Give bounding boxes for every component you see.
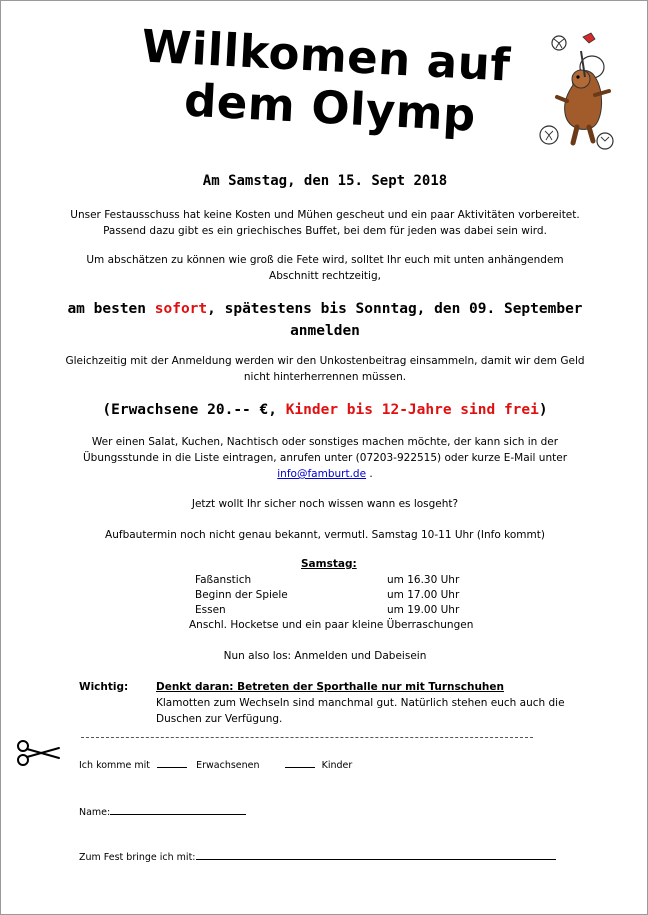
- bring-field[interactable]: [196, 859, 556, 860]
- adults-count-field[interactable]: [157, 767, 187, 768]
- intro-paragraph: Unser Festausschuss hat keine Kosten und Mühen gescheut und ein paar Aktivitäten vorbereitet. Passend dazu gibt es ein griechisches Buffet, bei dem für jeden was dabei sein wird.: [70, 209, 580, 237]
- title-line-1: Willkomen auf: [140, 19, 512, 92]
- email-link[interactable]: info@famburt.de: [277, 468, 367, 480]
- schedule-item: Essen: [195, 604, 226, 616]
- setup-info: Aufbautermin noch nicht genau bekannt, vermutl. Samstag 10-11 Uhr (Info kommt): [105, 529, 545, 541]
- event-date: Am Samstag, den 15. Sept 2018: [202, 173, 448, 189]
- schedule-heading: Samstag:: [301, 558, 357, 570]
- bring-line: Zum Fest bringe ich mit:: [79, 852, 556, 863]
- scissors-icon: [15, 738, 61, 768]
- schedule-item: Beginn der Spiele: [195, 589, 288, 601]
- kids-free-highlight: Kinder bis 12-Jahre sind frei: [285, 402, 539, 418]
- schedule-after: Anschl. Hocketse und ein paar kleine Überraschungen: [189, 619, 474, 631]
- schedule-time: um 16.30 Uhr: [387, 574, 460, 586]
- title-line-2: dem Olymp: [182, 73, 478, 142]
- price-line: (Erwachsene 20.-- €, Kinder bis 12-Jahre sind frei): [102, 402, 548, 418]
- important-text: Denkt daran: Betreten der Sporthalle nur mit Turnschuhen Klamotten zum Wechseln sind manchmal gut. Natürlich stehen euch auch die Duschen zur Verfügung.: [156, 681, 565, 725]
- name-field[interactable]: [110, 814, 246, 815]
- deadline-highlight: sofort: [154, 301, 208, 317]
- closing-line: Nun also los: Anmelden und Dabeisein: [223, 650, 427, 662]
- mascot-illustration: [537, 31, 627, 153]
- estimate-paragraph: Um abschätzen zu können wie groß die Fete wird, solltet Ihr euch mit unten anhängendem Abschnitt rechtzeitig,: [86, 254, 564, 282]
- schedule-time: um 17.00 Uhr: [387, 589, 460, 601]
- attendance-line: Ich komme mit Erwachsenen Kinder: [79, 760, 353, 771]
- deadline-notice: am besten sofort, spätestens bis Sonntag, den 09. September anmelden: [67, 301, 583, 339]
- schedule-item: Faßanstich: [195, 574, 252, 586]
- schedule-time: um 19.00 Uhr: [387, 604, 460, 616]
- important-label: Wichtig:: [79, 681, 129, 693]
- contribute-paragraph: Wer einen Salat, Kuchen, Nachtisch oder sonstiges machen möchte, der kann sich in der Übungsstunde in die Liste eintragen, anrufen unter (07203-922515) oder kurze E-Mail unter info@famburt.de .: [82, 436, 568, 480]
- page-title: [111, 19, 541, 142]
- cut-line: [81, 737, 533, 738]
- start-question: Jetzt wollt Ihr sicher noch wissen wann es losgeht?: [191, 498, 459, 510]
- fee-paragraph: Gleichzeitig mit der Anmeldung werden wir den Unkostenbeitrag einsammeln, damit wir dem Geld nicht hinterherrennen müssen.: [65, 355, 585, 383]
- name-line: Name:: [79, 807, 246, 818]
- kids-count-field[interactable]: [285, 767, 315, 768]
